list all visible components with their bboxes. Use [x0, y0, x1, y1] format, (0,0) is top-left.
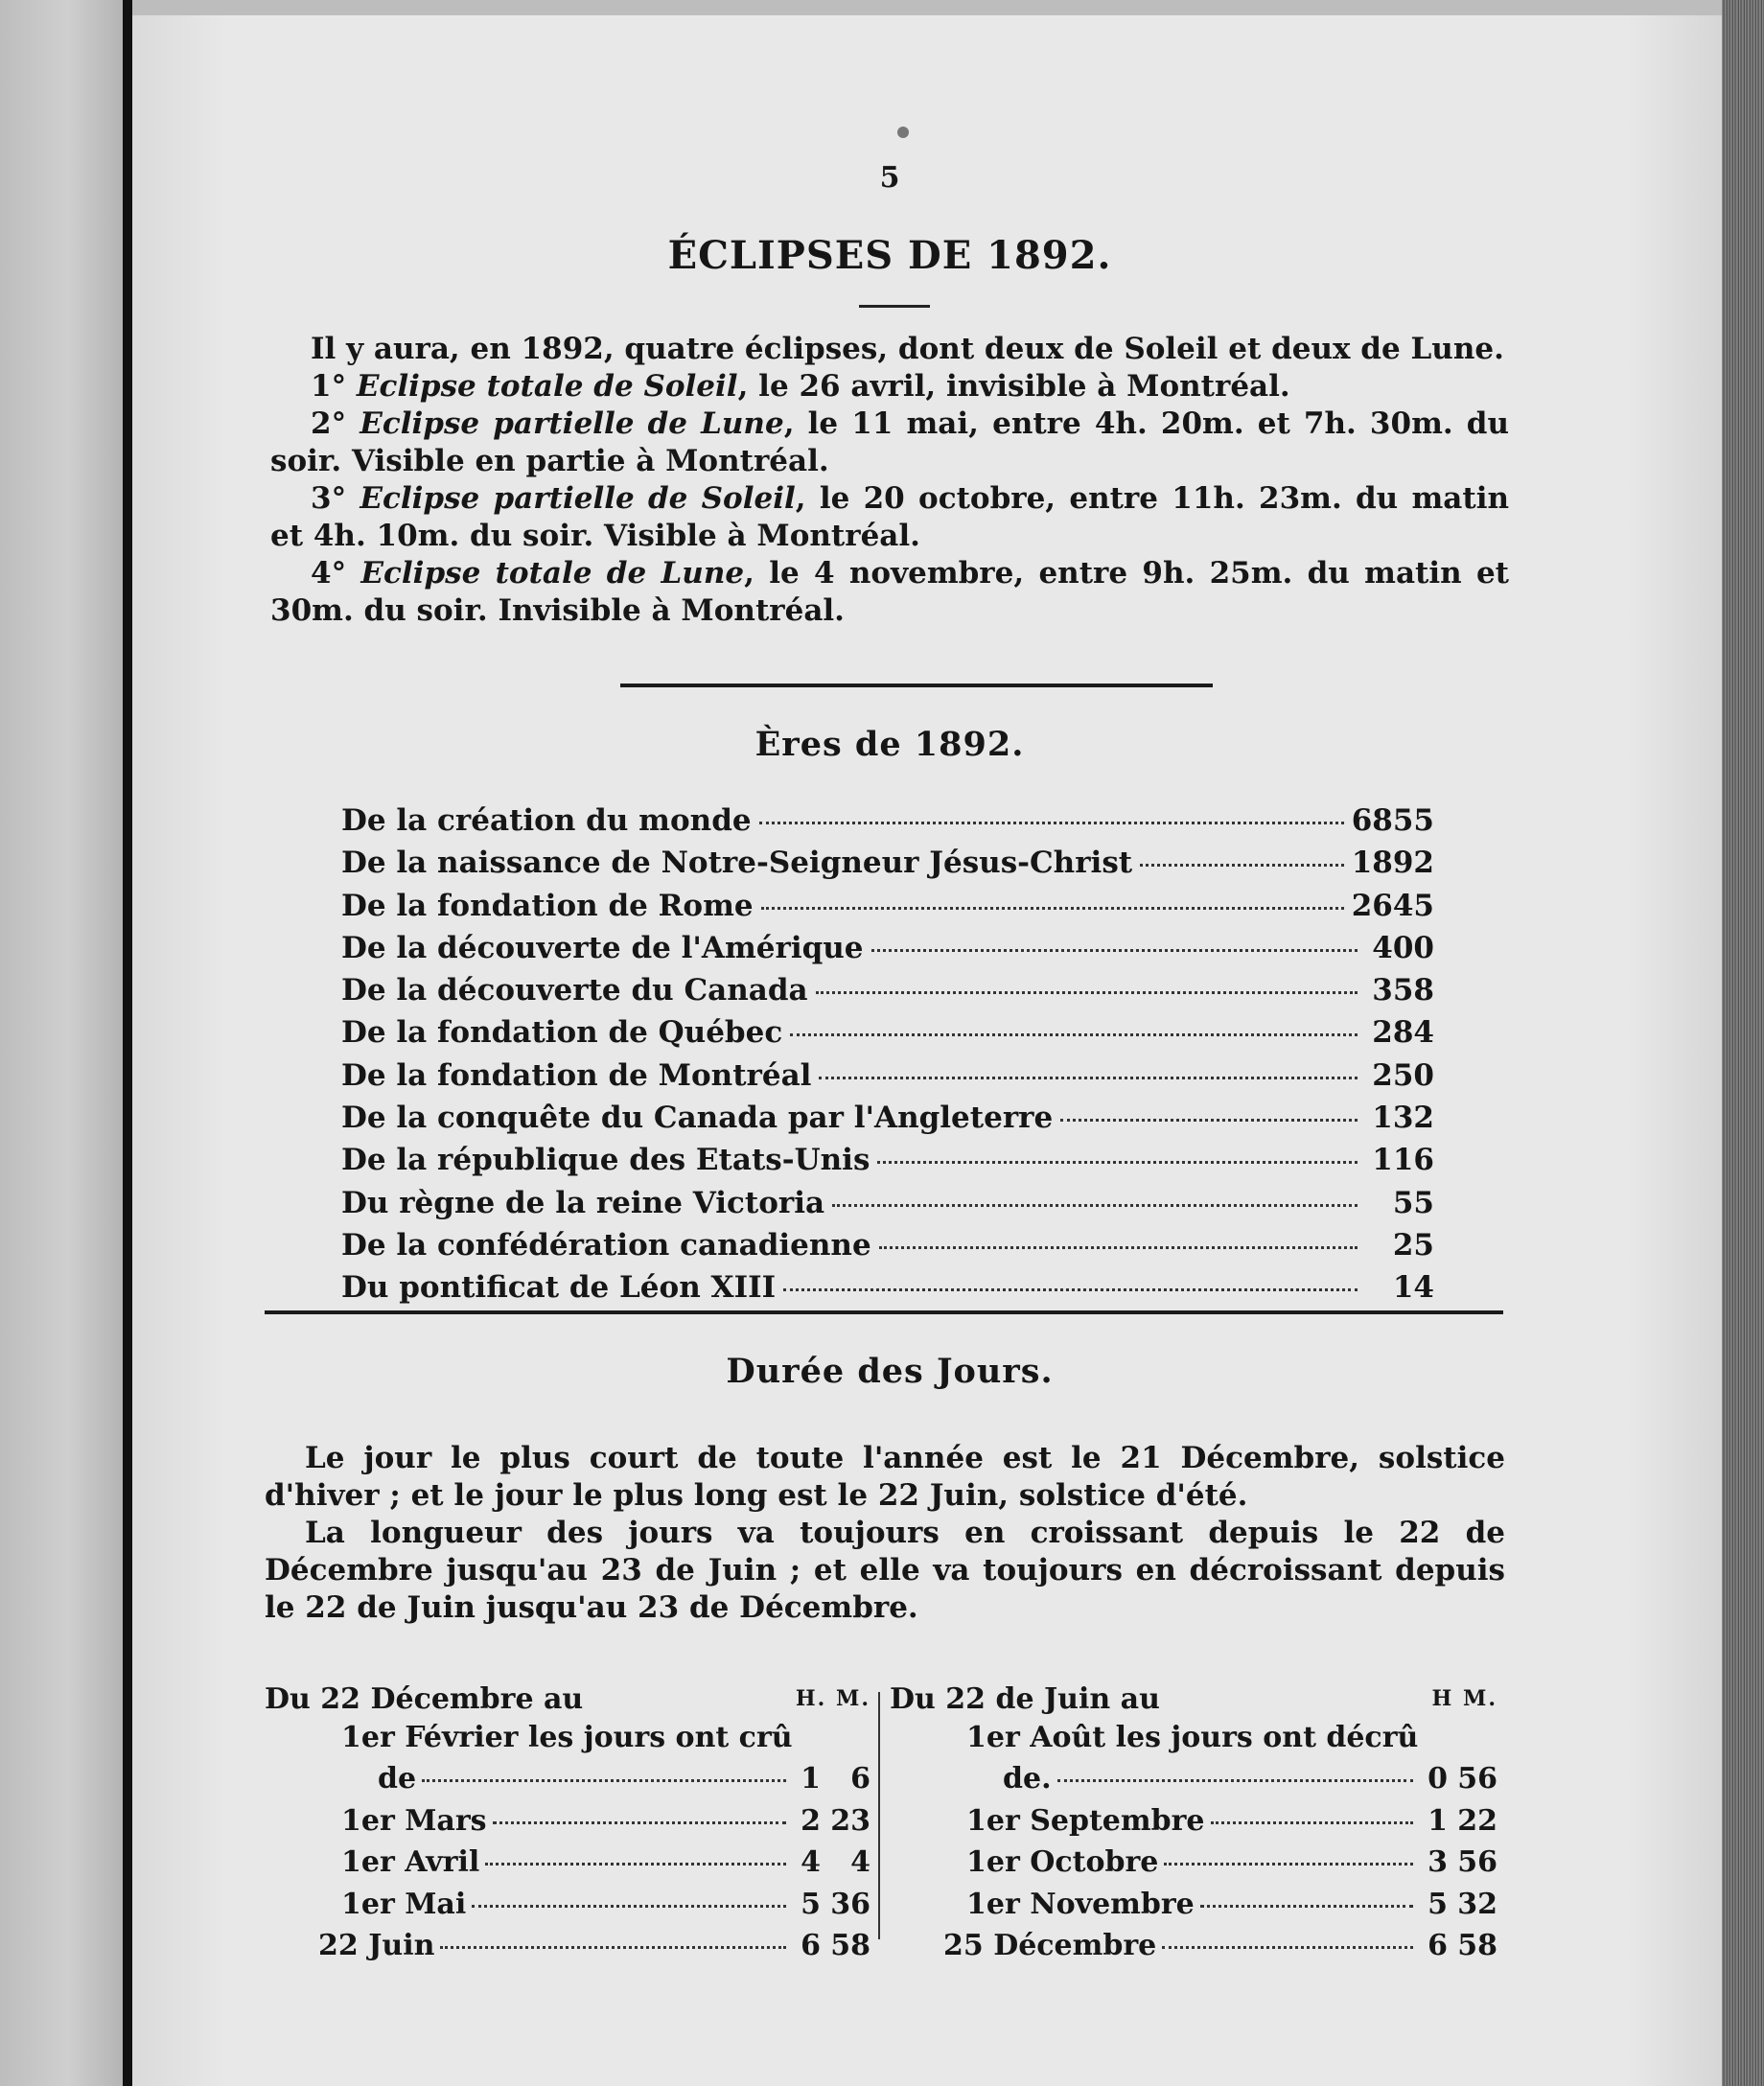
- eclipse-detail: , le 26 avril, invisible à Montréal.: [737, 369, 1290, 404]
- column-head-label: Du 22 Décembre au: [265, 1682, 584, 1716]
- ere-label: De la naissance de Notre-Seigneur Jésus-Christ: [341, 846, 1133, 881]
- ere-value: 116: [1372, 1143, 1434, 1178]
- minutes-value: 56: [1457, 1762, 1497, 1796]
- section-rule: [620, 684, 1213, 687]
- leader-dots: [485, 1834, 786, 1866]
- minutes-value: 4: [850, 1845, 870, 1879]
- minutes-value: 56: [1457, 1845, 1497, 1879]
- leader-dots: [1162, 1917, 1413, 1949]
- row-label: 1er Octobre: [966, 1845, 1159, 1879]
- hours-value: 3: [1427, 1845, 1448, 1879]
- duree-title: Durée des Jours.: [726, 1352, 1054, 1391]
- minutes-value: 58: [1457, 1929, 1497, 1962]
- minutes-value: 36: [830, 1887, 870, 1921]
- hours-value: 6: [1427, 1929, 1448, 1962]
- row-label: 1er Avril: [341, 1845, 480, 1879]
- leader-dots: [759, 792, 1344, 824]
- duree-paragraph-1: Le jour le plus court de toute l'année est le 21 Décembre, solstice d'hiver ; et le jour le plus long est le 22 Juin, solstice d'été.: [265, 1441, 1505, 1513]
- row-label: de: [378, 1762, 417, 1796]
- leader-dots: [1060, 1089, 1358, 1122]
- leader-dots: [877, 1131, 1358, 1164]
- ere-label: De la conquête du Canada par l'Angleterre: [341, 1101, 1054, 1136]
- ere-label: De la fondation de Montréal: [341, 1057, 812, 1093]
- leader-dots: [790, 1004, 1358, 1036]
- row-label: 1er Mai: [341, 1887, 467, 1921]
- row-label: 22 Juin: [318, 1929, 435, 1962]
- leader-dots: [783, 1259, 1358, 1291]
- ere-label: Du règne de la reine Victoria: [341, 1185, 825, 1220]
- ere-value: 6855: [1351, 803, 1434, 838]
- day-length-table: [265, 1680, 1505, 1962]
- column-subhead: 1er Août les jours ont décrû: [966, 1720, 1419, 1754]
- leader-dots: [761, 877, 1344, 910]
- page-top-band: [132, 0, 1722, 15]
- ere-value: 25: [1392, 1227, 1434, 1263]
- leader-dots: [879, 1217, 1358, 1249]
- leader-dots: [1057, 1750, 1413, 1782]
- eclipse-number: 2°: [311, 406, 347, 441]
- ere-label: De la découverte de l'Amérique: [341, 930, 864, 965]
- eclipse-number: 1°: [311, 369, 347, 404]
- column-divider: [878, 1692, 880, 1939]
- table-row: [890, 1923, 1505, 1965]
- minutes-value: 32: [1457, 1887, 1497, 1921]
- ere-label: De la fondation de Rome: [341, 888, 754, 923]
- eres-list: [341, 798, 1434, 1308]
- ere-label: Du pontificat de Léon XIII: [341, 1270, 777, 1306]
- column-header: [265, 1680, 878, 1719]
- leader-dots: [1164, 1834, 1413, 1866]
- hours-value: 2: [801, 1803, 821, 1838]
- ere-label: De la fondation de Québec: [341, 1015, 783, 1051]
- column-header: [890, 1680, 1505, 1719]
- column-head-label: Du 22 de Juin au: [890, 1682, 1160, 1716]
- hours-value: 1: [1427, 1803, 1448, 1838]
- leader-dots: [493, 1793, 786, 1824]
- leader-dots: [1140, 834, 1344, 867]
- ink-dot: [897, 127, 909, 138]
- ere-value: 1892: [1351, 846, 1434, 881]
- leader-dots: [422, 1750, 786, 1782]
- leader-dots: [1200, 1876, 1413, 1908]
- row-label: 1er Mars: [341, 1803, 487, 1838]
- leader-dots: [819, 1047, 1358, 1079]
- page-number: 5: [879, 161, 900, 195]
- table-row: [265, 1923, 878, 1965]
- eclipse-detail: , le 20 octobre, entre 11h. 23m. du matin et 4h. 10m. du soir. Visible à Montréal.: [270, 481, 1510, 553]
- hours-minutes-header: H. M.: [795, 1686, 870, 1711]
- title-rule: [859, 305, 930, 308]
- ere-value: 284: [1372, 1015, 1434, 1051]
- section-rule: [265, 1310, 1503, 1314]
- hours-value: 5: [801, 1887, 821, 1921]
- eclipse-number: 4°: [311, 556, 347, 591]
- ere-value: 132: [1372, 1101, 1434, 1136]
- eclipses-intro: Il y aura, en 1892, quatre éclipses, dont deux de Soleil et deux de Lune.: [311, 332, 1504, 366]
- eclipse-item-1: [270, 368, 1509, 406]
- ere-row: [341, 1264, 1434, 1307]
- ere-value: 400: [1372, 930, 1434, 965]
- ere-value: 358: [1372, 973, 1434, 1008]
- eclipse-item-2: [270, 406, 1509, 480]
- hours-value: 0: [1427, 1762, 1448, 1796]
- minutes-value: 58: [830, 1929, 870, 1962]
- leader-dots: [1211, 1793, 1414, 1824]
- page-stack-edge: [1722, 0, 1764, 2086]
- row-label: 1er Novembre: [966, 1887, 1195, 1921]
- minutes-value: 22: [1457, 1803, 1497, 1838]
- hours-value: 5: [1427, 1887, 1448, 1921]
- leader-dots: [832, 1174, 1358, 1207]
- ere-label: De la création du monde: [341, 803, 752, 838]
- ere-value: 14: [1392, 1270, 1434, 1306]
- minutes-value: 23: [830, 1803, 870, 1838]
- eclipse-name: Eclipse totale de Lune: [360, 556, 745, 591]
- eclipse-item-4: [270, 555, 1509, 630]
- leader-dots: [871, 919, 1358, 952]
- eclipse-detail: , le 11 mai, entre 4h. 20m. et 7h. 30m. du soir. Visible en partie à Montréal.: [270, 406, 1510, 478]
- column-subhead: 1er Février les jours ont crû: [341, 1720, 793, 1754]
- minutes-value: 6: [850, 1762, 870, 1796]
- leader-dots: [472, 1876, 786, 1908]
- previous-page-edge: [0, 0, 123, 2086]
- leader-dots: [816, 962, 1358, 994]
- eclipse-name: Eclipse partielle de Soleil: [360, 481, 796, 516]
- ere-label: De la république des Etats-Unis: [341, 1143, 870, 1178]
- ere-label: De la découverte du Canada: [341, 973, 808, 1008]
- eclipses-text: [270, 331, 1509, 630]
- ere-label: De la confédération canadienne: [341, 1227, 871, 1263]
- row-label: 25 Décembre: [943, 1929, 1157, 1962]
- ere-value: 55: [1392, 1185, 1434, 1220]
- eclipses-title: ÉCLIPSES DE 1892.: [667, 233, 1112, 278]
- hours-value: 4: [801, 1845, 821, 1879]
- winter-column: [265, 1680, 878, 1965]
- ere-value: 250: [1372, 1057, 1434, 1093]
- eclipse-item-3: [270, 480, 1509, 555]
- eclipse-number: 3°: [311, 481, 347, 516]
- hours-minutes-header: H M.: [1431, 1686, 1497, 1711]
- book-gutter: [123, 0, 132, 2086]
- eclipse-detail: , le 4 novembre, entre 9h. 25m. du matin et 30m. du soir. Invisible à Montréal.: [270, 556, 1510, 628]
- duree-paragraph-2: La longueur des jours va toujours en croissant depuis le 22 de Décembre jusqu'au 23 de Juin ; et elle va toujours en décroissant depuis le 22 de Juin jusqu'au 23 de Décembre.: [265, 1516, 1505, 1625]
- ere-value: 2645: [1351, 888, 1434, 923]
- eres-title: Ères de 1892.: [754, 725, 1025, 764]
- hours-value: 6: [801, 1929, 821, 1962]
- summer-column: [890, 1680, 1505, 1965]
- hours-value: 1: [801, 1762, 821, 1796]
- row-label: de.: [1003, 1762, 1052, 1796]
- row-label: 1er Septembre: [966, 1803, 1205, 1838]
- duree-text: [265, 1440, 1505, 1627]
- leader-dots: [440, 1917, 786, 1949]
- eclipse-name: Eclipse partielle de Lune: [360, 406, 784, 441]
- eclipse-name: Eclipse totale de Soleil: [356, 369, 738, 404]
